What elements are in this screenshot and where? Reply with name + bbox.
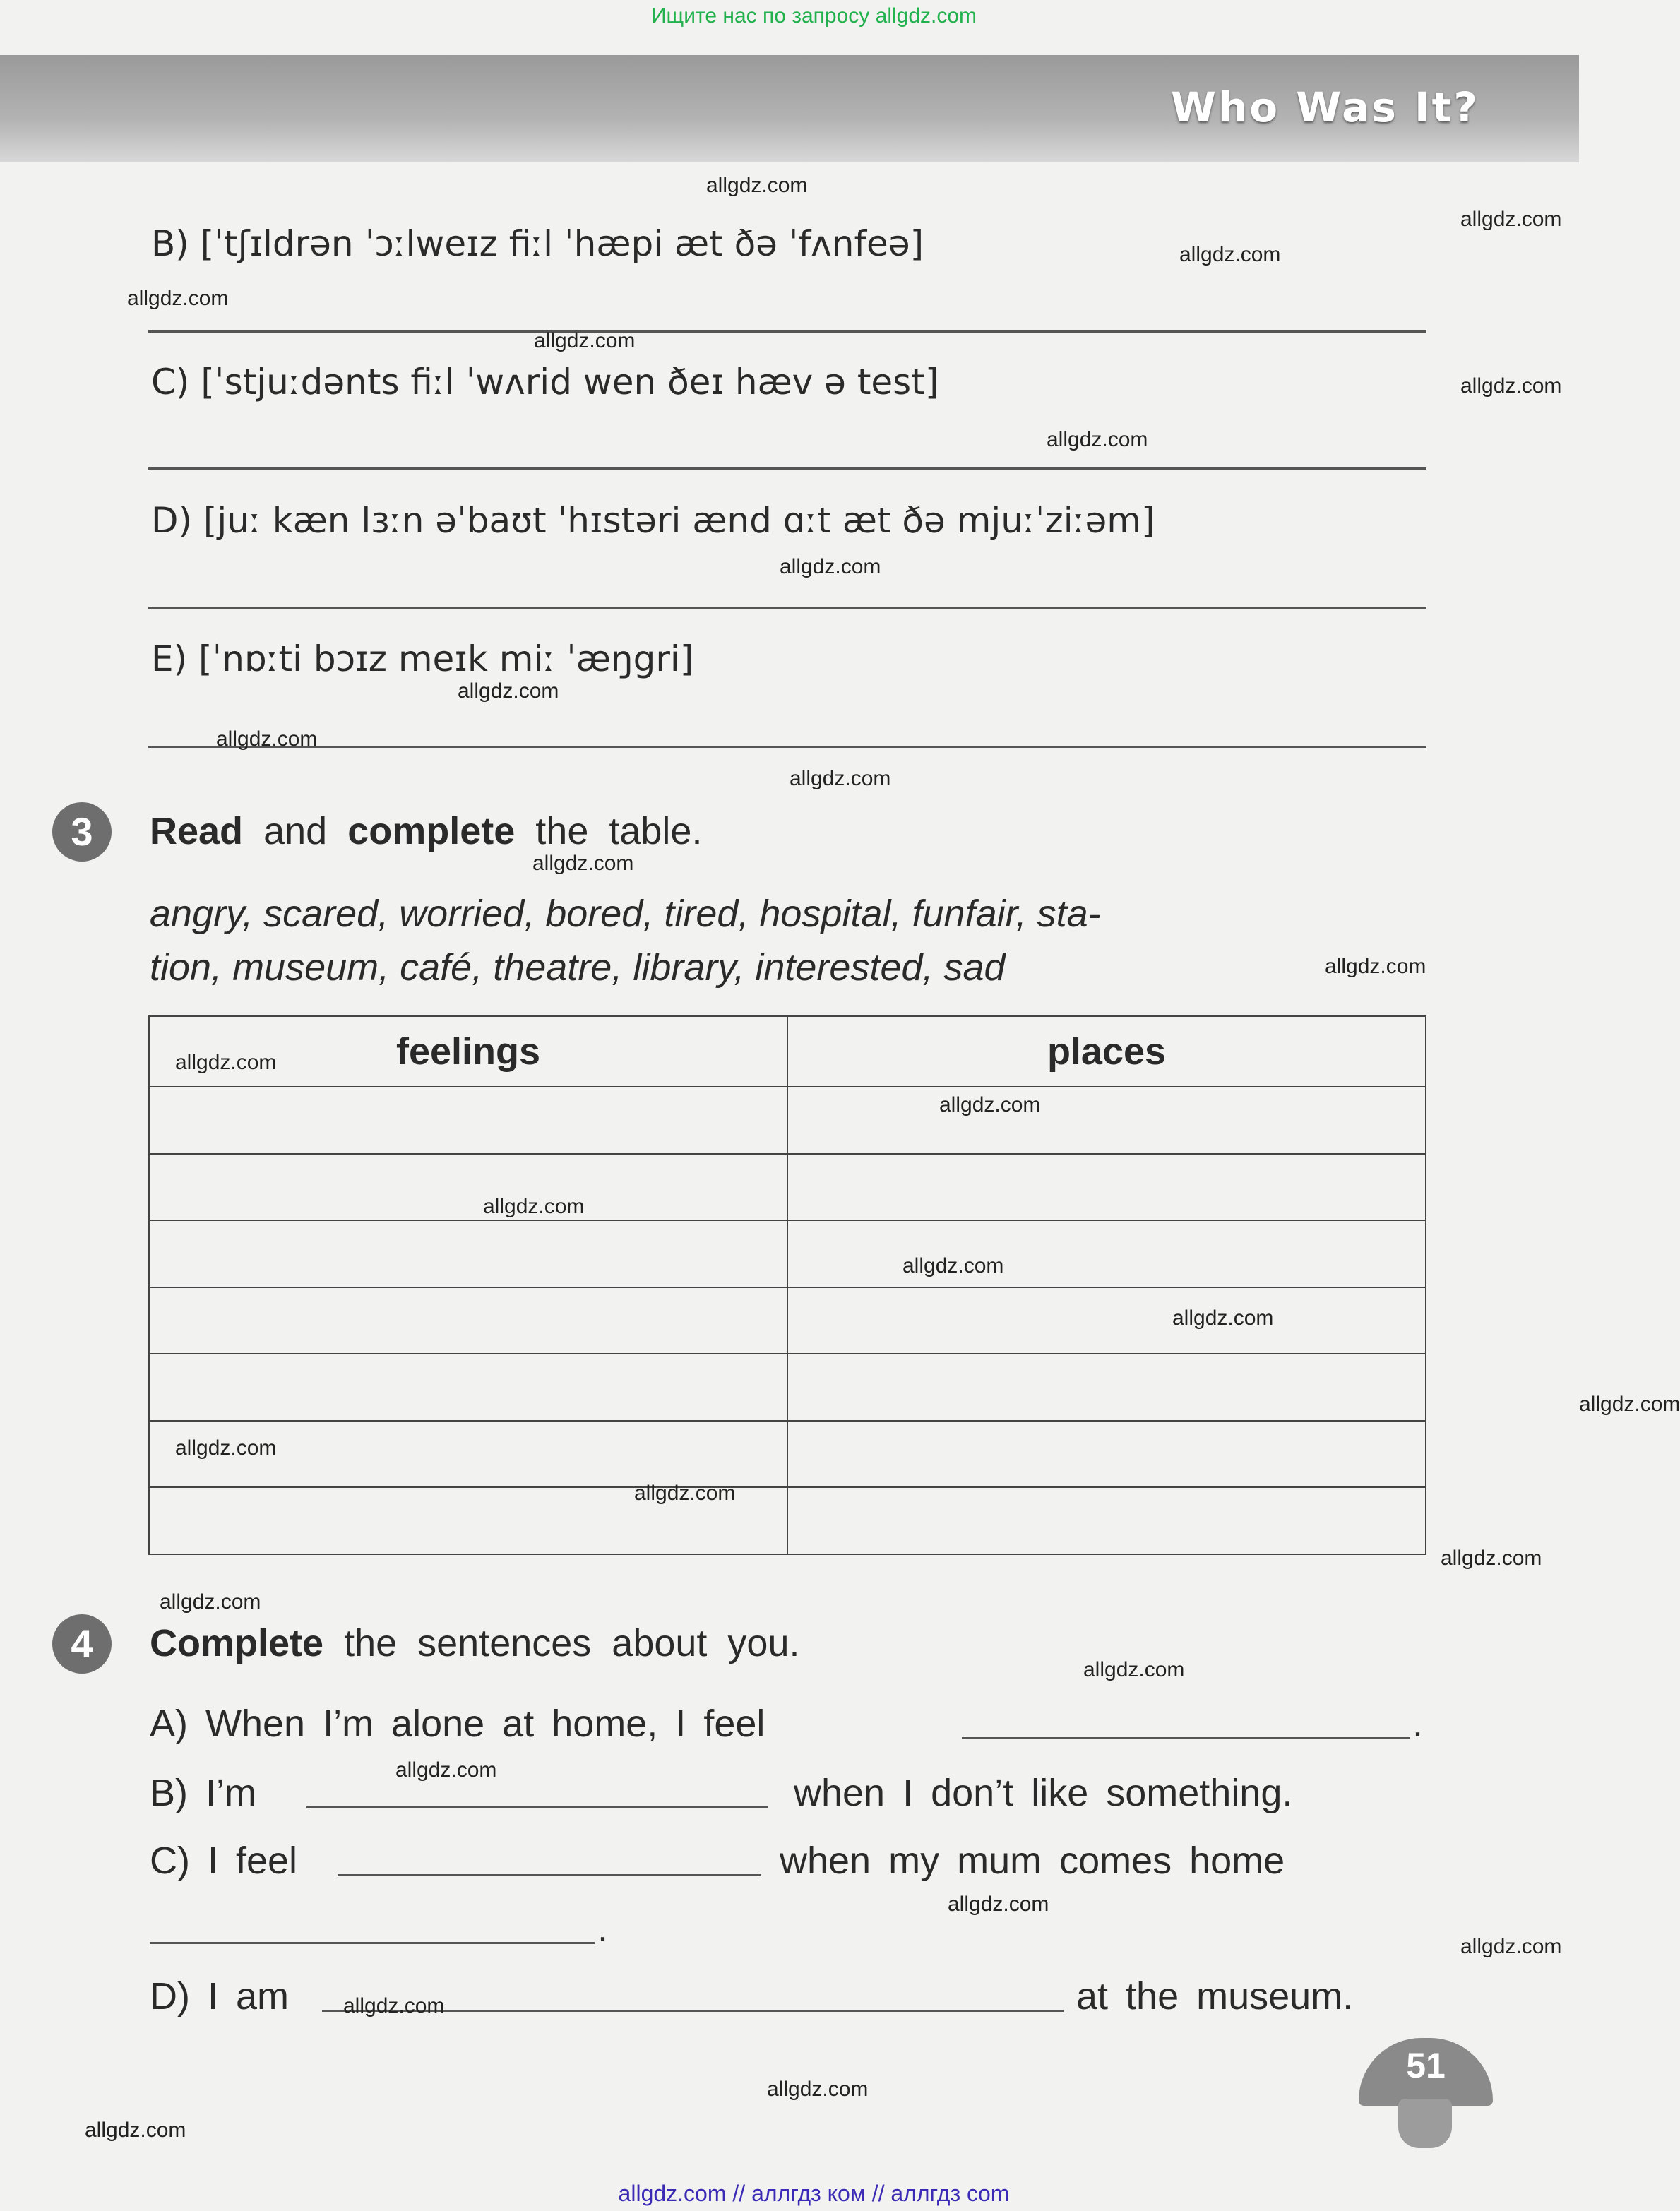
transcription-text: [ˈnɒːti bɔɪz meɪk miː ˈæŋgri]	[198, 638, 694, 679]
transcription-c	[151, 362, 939, 403]
table-cell[interactable]	[149, 1154, 787, 1221]
watermark: allgdz.com	[458, 679, 559, 703]
instruction-text: the sentences about you.	[344, 1622, 800, 1664]
watermark: allgdz.com	[902, 1254, 1004, 1277]
watermark: allgdz.com	[160, 1590, 261, 1614]
watermark: allgdz.com	[939, 1093, 1041, 1116]
table-cell[interactable]	[149, 1087, 787, 1154]
transcription-e	[151, 638, 693, 679]
watermark: allgdz.com	[706, 174, 808, 197]
watermark: allgdz.com	[780, 555, 881, 578]
word-list	[150, 887, 1428, 994]
watermark: allgdz.com	[1441, 1546, 1542, 1570]
watermark: allgdz.com	[532, 852, 634, 875]
watermark: allgdz.com	[790, 767, 891, 790]
task-3-instruction	[150, 809, 702, 853]
watermark: allgdz.com	[1172, 1306, 1274, 1330]
sentence-a: A) When I’m alone at home, I feel	[150, 1703, 765, 1745]
transcription-letter: B)	[151, 223, 189, 264]
transcription-letter: D)	[151, 500, 193, 541]
watermark: allgdz.com	[175, 1436, 277, 1460]
top-search-banner[interactable]: Ищите нас по запросу allgdz.com	[650, 4, 977, 28]
watermark: allgdz.com	[634, 1482, 736, 1505]
table-cell[interactable]	[787, 1421, 1426, 1488]
watermark: allgdz.com	[175, 1051, 277, 1074]
watermark: allgdz.com	[1460, 374, 1562, 398]
instruction-text: and	[263, 810, 328, 852]
sentence-c-end: when my mum comes home	[780, 1840, 1285, 1882]
watermark: allgdz.com	[767, 2078, 869, 2101]
sentence-d: D) I am	[150, 1975, 290, 2018]
table-cell[interactable]	[149, 1354, 787, 1421]
answer-line	[148, 467, 1426, 470]
watermark: allgdz.com	[85, 2118, 186, 2142]
watermark: allgdz.com	[1325, 955, 1426, 978]
watermark: allgdz.com	[127, 287, 229, 310]
table-cell[interactable]	[787, 1087, 1426, 1154]
table-cell[interactable]	[787, 1220, 1426, 1287]
watermark: allgdz.com	[483, 1195, 585, 1218]
watermark: allgdz.com	[948, 1893, 1049, 1916]
sentence-b-end: when I don’t like something.	[794, 1772, 1293, 1814]
table-cell[interactable]	[787, 1354, 1426, 1421]
header-feelings: feelings	[149, 1016, 787, 1087]
answer-line	[148, 330, 1426, 333]
transcription-text: [ˈtʃɪldrən ˈɔːlweɪz fiːl ˈhæpi æt ðə ˈfʌnfeə]	[200, 223, 924, 264]
task-3-badge: 3	[52, 802, 112, 862]
page-title: Who Was It?	[1170, 83, 1479, 131]
table-cell[interactable]	[787, 1154, 1426, 1221]
table-cell[interactable]	[787, 1487, 1426, 1554]
instruction-text: the table.	[535, 810, 703, 852]
blank-line[interactable]	[150, 1942, 595, 1944]
blank-line[interactable]	[338, 1874, 761, 1876]
blank-line[interactable]	[306, 1806, 768, 1808]
page-number: 51	[1406, 2046, 1446, 2085]
header-places: places	[787, 1016, 1426, 1087]
answer-line	[148, 746, 1426, 748]
sentence-c-period: .	[597, 1907, 609, 1950]
bottom-banner[interactable]: allgdz.com // аллгдз ком // аллгдз com	[618, 2181, 1010, 2206]
table-cell[interactable]	[787, 1287, 1426, 1354]
transcription-letter: E)	[151, 638, 188, 679]
watermark: allgdz.com	[1083, 1658, 1185, 1681]
sentence-b: B) I’m	[150, 1772, 256, 1814]
instruction-bold: complete	[347, 810, 516, 852]
transcription-letter: C)	[151, 362, 190, 403]
watermark: allgdz.com	[534, 329, 636, 352]
word-list-line-1: angry, scared, worried, bored, tired, hospital, funfair, sta-	[150, 893, 1101, 935]
instruction-bold: Read	[150, 810, 244, 852]
sentence-c: C) I feel	[150, 1840, 298, 1882]
watermark: allgdz.com	[1460, 208, 1562, 231]
mushroom-stem-icon	[1398, 2099, 1452, 2148]
table-cell[interactable]	[149, 1287, 787, 1354]
sentence-a-end: .	[1412, 1703, 1424, 1745]
task-4-badge: 4	[52, 1614, 112, 1674]
watermark: allgdz.com	[1460, 1935, 1562, 1958]
watermark: allgdz.com	[343, 1994, 445, 2018]
watermark: allgdz.com	[395, 1758, 497, 1782]
answer-line	[148, 607, 1426, 609]
blank-line[interactable]	[962, 1737, 1410, 1739]
watermark: allgdz.com	[1047, 428, 1148, 451]
watermark: allgdz.com	[1179, 243, 1281, 266]
transcription-text: [juː kæn lɜːn əˈbaʊt ˈhɪstəri ænd ɑːt æt ðə mjuːˈziːəm]	[203, 500, 1155, 541]
instruction-bold: Complete	[150, 1622, 324, 1664]
watermark: allgdz.com	[1579, 1393, 1680, 1416]
sentence-d-end: at the museum.	[1076, 1975, 1354, 2018]
feelings-places-table	[148, 1015, 1426, 1555]
word-list-line-2: tion, museum, café, theatre, library, interested, sad	[150, 946, 1006, 989]
transcription-text: [ˈstjuːdənts fiːl ˈwʌrid wen ðeɪ hæv ə test]	[201, 362, 939, 403]
table-cell[interactable]	[149, 1220, 787, 1287]
transcription-b	[151, 223, 924, 264]
task-4-instruction	[150, 1621, 800, 1665]
watermark: allgdz.com	[216, 727, 318, 751]
transcription-d	[151, 500, 1155, 541]
